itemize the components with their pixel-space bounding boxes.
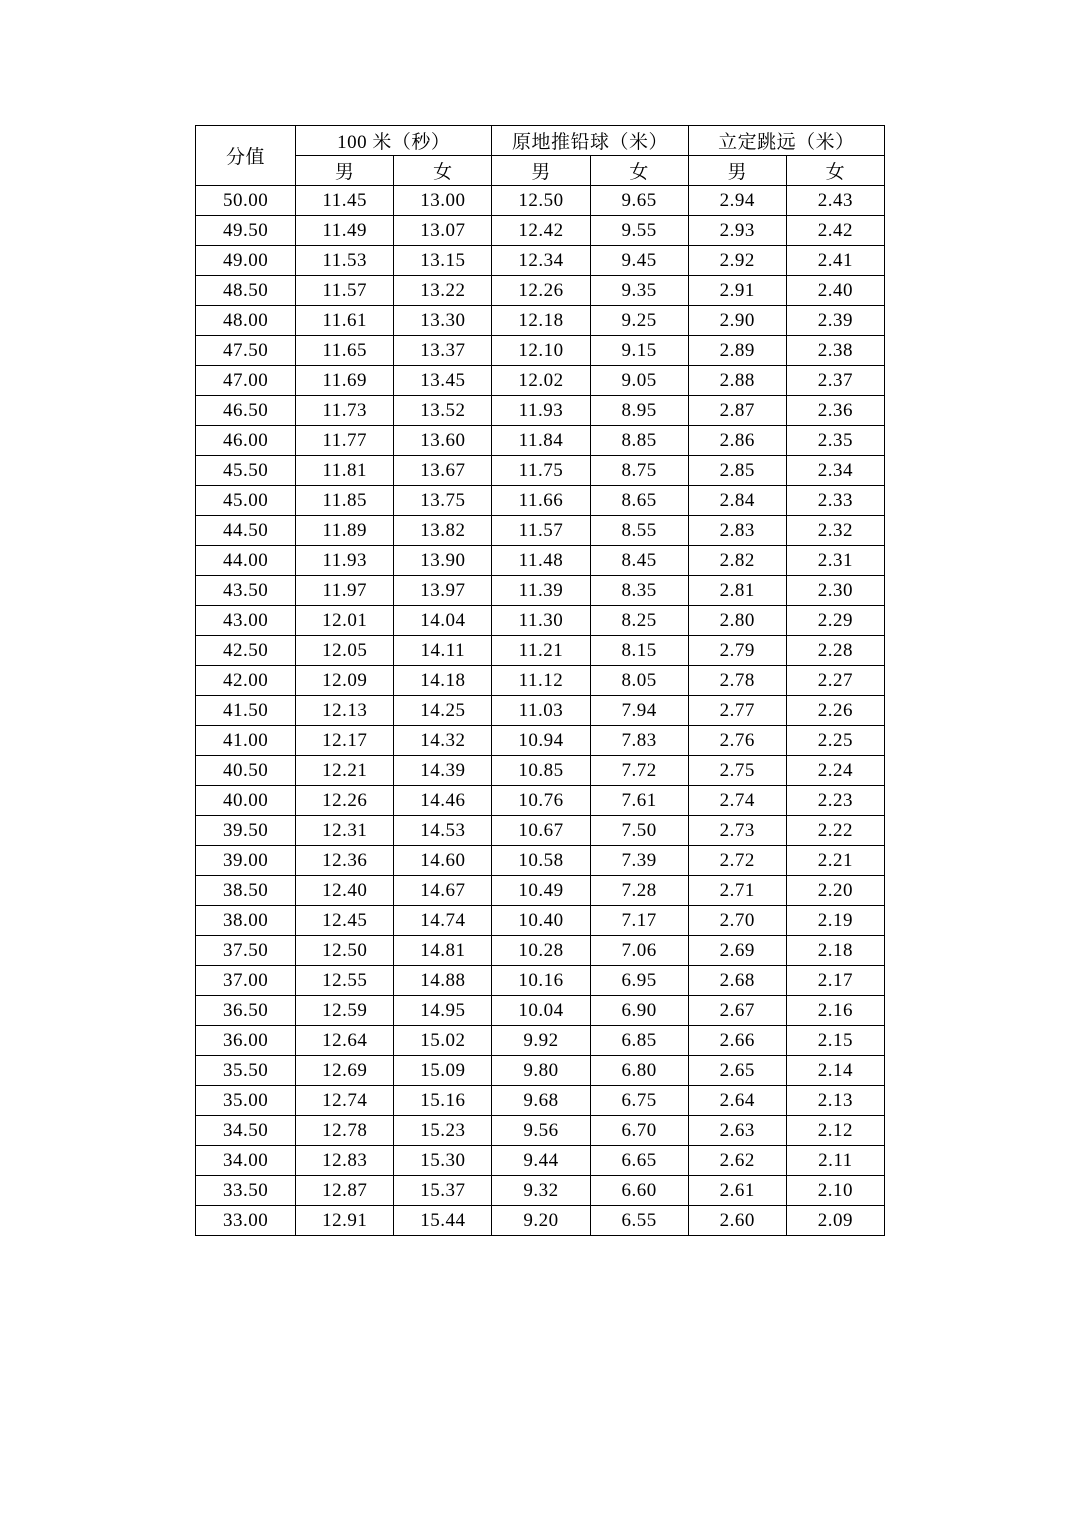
cell-value: 2.40 [786, 276, 884, 306]
cell-value: 2.71 [688, 876, 786, 906]
header-group-100m: 100 米（秒） [296, 126, 492, 156]
cell-value: 13.22 [394, 276, 492, 306]
cell-value: 2.78 [688, 666, 786, 696]
cell-score: 40.00 [196, 786, 296, 816]
cell-score: 49.50 [196, 216, 296, 246]
cell-value: 2.79 [688, 636, 786, 666]
cell-value: 14.32 [394, 726, 492, 756]
cell-value: 2.17 [786, 966, 884, 996]
cell-score: 33.50 [196, 1176, 296, 1206]
cell-value: 2.64 [688, 1086, 786, 1116]
cell-score: 43.50 [196, 576, 296, 606]
cell-value: 13.67 [394, 456, 492, 486]
cell-value: 11.85 [296, 486, 394, 516]
table-row [196, 1206, 885, 1236]
cell-value: 2.70 [688, 906, 786, 936]
cell-value: 8.65 [590, 486, 688, 516]
cell-value: 2.75 [688, 756, 786, 786]
cell-score: 46.00 [196, 426, 296, 456]
cell-value: 12.31 [296, 816, 394, 846]
cell-value: 11.77 [296, 426, 394, 456]
cell-value: 15.16 [394, 1086, 492, 1116]
cell-value: 15.30 [394, 1146, 492, 1176]
cell-value: 11.49 [296, 216, 394, 246]
cell-value: 12.18 [492, 306, 590, 336]
cell-value: 11.75 [492, 456, 590, 486]
cell-value: 12.45 [296, 906, 394, 936]
header-100m-female: 女 [394, 156, 492, 186]
cell-value: 7.17 [590, 906, 688, 936]
cell-value: 8.05 [590, 666, 688, 696]
cell-value: 10.67 [492, 816, 590, 846]
cell-value: 14.25 [394, 696, 492, 726]
table-row [196, 786, 885, 816]
cell-value: 12.64 [296, 1026, 394, 1056]
cell-value: 14.46 [394, 786, 492, 816]
cell-value: 11.81 [296, 456, 394, 486]
cell-score: 36.50 [196, 996, 296, 1026]
cell-score: 50.00 [196, 186, 296, 216]
cell-value: 11.48 [492, 546, 590, 576]
cell-value: 11.73 [296, 396, 394, 426]
cell-value: 2.82 [688, 546, 786, 576]
cell-score: 46.50 [196, 396, 296, 426]
cell-score: 36.00 [196, 1026, 296, 1056]
cell-value: 9.25 [590, 306, 688, 336]
cell-value: 6.70 [590, 1116, 688, 1146]
cell-value: 13.75 [394, 486, 492, 516]
cell-value: 7.39 [590, 846, 688, 876]
header-row-groups [196, 126, 885, 156]
cell-score: 41.00 [196, 726, 296, 756]
table-row [196, 696, 885, 726]
cell-value: 9.35 [590, 276, 688, 306]
cell-value: 9.05 [590, 366, 688, 396]
cell-value: 2.72 [688, 846, 786, 876]
table-row [196, 516, 885, 546]
table-row [196, 726, 885, 756]
table-row [196, 846, 885, 876]
cell-value: 8.45 [590, 546, 688, 576]
header-longjump-male: 男 [688, 156, 786, 186]
cell-score: 45.00 [196, 486, 296, 516]
cell-value: 12.26 [296, 786, 394, 816]
table-row [196, 486, 885, 516]
cell-value: 2.20 [786, 876, 884, 906]
cell-value: 9.92 [492, 1026, 590, 1056]
cell-value: 2.81 [688, 576, 786, 606]
cell-value: 2.27 [786, 666, 884, 696]
cell-value: 12.34 [492, 246, 590, 276]
cell-value: 2.90 [688, 306, 786, 336]
header-longjump-female: 女 [786, 156, 884, 186]
cell-value: 10.58 [492, 846, 590, 876]
cell-value: 12.01 [296, 606, 394, 636]
header-row-gender [196, 156, 885, 186]
table-row [196, 336, 885, 366]
cell-value: 8.75 [590, 456, 688, 486]
cell-value: 6.95 [590, 966, 688, 996]
cell-value: 15.44 [394, 1206, 492, 1236]
table-row [196, 756, 885, 786]
cell-value: 9.68 [492, 1086, 590, 1116]
cell-value: 2.18 [786, 936, 884, 966]
cell-value: 9.20 [492, 1206, 590, 1236]
cell-value: 13.15 [394, 246, 492, 276]
cell-value: 2.09 [786, 1206, 884, 1236]
cell-value: 10.49 [492, 876, 590, 906]
cell-value: 15.02 [394, 1026, 492, 1056]
cell-value: 6.80 [590, 1056, 688, 1086]
cell-value: 6.60 [590, 1176, 688, 1206]
table-row [196, 396, 885, 426]
cell-value: 2.15 [786, 1026, 884, 1056]
cell-value: 10.16 [492, 966, 590, 996]
cell-value: 2.31 [786, 546, 884, 576]
cell-value: 11.89 [296, 516, 394, 546]
cell-score: 42.00 [196, 666, 296, 696]
cell-value: 2.30 [786, 576, 884, 606]
table-row [196, 906, 885, 936]
cell-value: 2.69 [688, 936, 786, 966]
cell-value: 2.22 [786, 816, 884, 846]
cell-value: 8.35 [590, 576, 688, 606]
cell-score: 44.50 [196, 516, 296, 546]
table-row [196, 606, 885, 636]
cell-value: 15.23 [394, 1116, 492, 1146]
cell-value: 2.77 [688, 696, 786, 726]
cell-value: 2.13 [786, 1086, 884, 1116]
table-head [196, 126, 885, 186]
cell-score: 38.50 [196, 876, 296, 906]
cell-value: 9.32 [492, 1176, 590, 1206]
cell-value: 11.66 [492, 486, 590, 516]
cell-value: 13.97 [394, 576, 492, 606]
cell-value: 2.19 [786, 906, 884, 936]
table-row [196, 816, 885, 846]
cell-score: 48.00 [196, 306, 296, 336]
cell-score: 35.50 [196, 1056, 296, 1086]
cell-value: 9.56 [492, 1116, 590, 1146]
cell-value: 2.35 [786, 426, 884, 456]
cell-value: 2.76 [688, 726, 786, 756]
cell-value: 2.61 [688, 1176, 786, 1206]
cell-value: 7.61 [590, 786, 688, 816]
cell-value: 2.14 [786, 1056, 884, 1086]
cell-value: 14.88 [394, 966, 492, 996]
cell-value: 7.28 [590, 876, 688, 906]
cell-value: 7.83 [590, 726, 688, 756]
table-row [196, 1026, 885, 1056]
cell-score: 40.50 [196, 756, 296, 786]
cell-value: 6.85 [590, 1026, 688, 1056]
table-row [196, 1176, 885, 1206]
cell-score: 48.50 [196, 276, 296, 306]
cell-value: 12.36 [296, 846, 394, 876]
cell-value: 2.37 [786, 366, 884, 396]
cell-value: 2.65 [688, 1056, 786, 1086]
header-score: 分值 [196, 126, 296, 186]
cell-value: 13.52 [394, 396, 492, 426]
cell-value: 2.36 [786, 396, 884, 426]
cell-value: 9.80 [492, 1056, 590, 1086]
cell-value: 2.89 [688, 336, 786, 366]
cell-score: 45.50 [196, 456, 296, 486]
cell-value: 11.97 [296, 576, 394, 606]
cell-value: 10.94 [492, 726, 590, 756]
cell-value: 14.39 [394, 756, 492, 786]
table-row [196, 306, 885, 336]
cell-value: 9.65 [590, 186, 688, 216]
cell-score: 42.50 [196, 636, 296, 666]
cell-value: 11.12 [492, 666, 590, 696]
cell-value: 11.45 [296, 186, 394, 216]
cell-score: 39.50 [196, 816, 296, 846]
cell-value: 10.76 [492, 786, 590, 816]
table-row [196, 216, 885, 246]
cell-value: 14.67 [394, 876, 492, 906]
cell-value: 11.21 [492, 636, 590, 666]
cell-value: 14.18 [394, 666, 492, 696]
cell-value: 2.38 [786, 336, 884, 366]
cell-value: 12.87 [296, 1176, 394, 1206]
table-row [196, 1116, 885, 1146]
cell-value: 11.53 [296, 246, 394, 276]
cell-value: 2.87 [688, 396, 786, 426]
cell-value: 11.65 [296, 336, 394, 366]
cell-value: 2.26 [786, 696, 884, 726]
cell-value: 2.92 [688, 246, 786, 276]
cell-value: 2.63 [688, 1116, 786, 1146]
table-row [196, 276, 885, 306]
cell-value: 2.83 [688, 516, 786, 546]
table-row [196, 546, 885, 576]
header-group-longjump: 立定跳远（米） [688, 126, 884, 156]
cell-score: 44.00 [196, 546, 296, 576]
cell-value: 8.55 [590, 516, 688, 546]
header-100m-male: 男 [296, 156, 394, 186]
cell-value: 2.33 [786, 486, 884, 516]
cell-value: 8.15 [590, 636, 688, 666]
table-row [196, 1086, 885, 1116]
cell-value: 11.84 [492, 426, 590, 456]
cell-value: 12.91 [296, 1206, 394, 1236]
cell-value: 2.41 [786, 246, 884, 276]
cell-score: 34.50 [196, 1116, 296, 1146]
cell-value: 11.93 [492, 396, 590, 426]
cell-value: 13.07 [394, 216, 492, 246]
cell-score: 37.50 [196, 936, 296, 966]
cell-score: 38.00 [196, 906, 296, 936]
table-row [196, 426, 885, 456]
cell-value: 2.62 [688, 1146, 786, 1176]
cell-value: 2.16 [786, 996, 884, 1026]
cell-value: 2.21 [786, 846, 884, 876]
cell-value: 6.55 [590, 1206, 688, 1236]
cell-value: 13.30 [394, 306, 492, 336]
cell-value: 12.69 [296, 1056, 394, 1086]
cell-value: 13.45 [394, 366, 492, 396]
cell-value: 12.42 [492, 216, 590, 246]
cell-value: 2.80 [688, 606, 786, 636]
cell-value: 2.23 [786, 786, 884, 816]
cell-value: 12.50 [296, 936, 394, 966]
cell-value: 12.55 [296, 966, 394, 996]
cell-score: 43.00 [196, 606, 296, 636]
cell-value: 10.40 [492, 906, 590, 936]
cell-score: 49.00 [196, 246, 296, 276]
cell-value: 11.93 [296, 546, 394, 576]
cell-value: 12.17 [296, 726, 394, 756]
cell-value: 12.05 [296, 636, 394, 666]
cell-score: 35.00 [196, 1086, 296, 1116]
cell-value: 2.12 [786, 1116, 884, 1146]
table-row [196, 456, 885, 486]
cell-value: 2.73 [688, 816, 786, 846]
cell-value: 2.29 [786, 606, 884, 636]
cell-value: 15.37 [394, 1176, 492, 1206]
cell-score: 47.50 [196, 336, 296, 366]
cell-value: 14.74 [394, 906, 492, 936]
cell-value: 2.74 [688, 786, 786, 816]
table-row [196, 1056, 885, 1086]
cell-value: 2.93 [688, 216, 786, 246]
cell-value: 10.28 [492, 936, 590, 966]
score-conversion-table [195, 125, 885, 1236]
cell-value: 8.95 [590, 396, 688, 426]
header-shotput-female: 女 [590, 156, 688, 186]
cell-value: 14.95 [394, 996, 492, 1026]
cell-score: 33.00 [196, 1206, 296, 1236]
cell-value: 7.72 [590, 756, 688, 786]
cell-value: 14.11 [394, 636, 492, 666]
cell-value: 12.09 [296, 666, 394, 696]
cell-value: 2.42 [786, 216, 884, 246]
cell-value: 12.59 [296, 996, 394, 1026]
cell-value: 11.39 [492, 576, 590, 606]
cell-value: 11.57 [492, 516, 590, 546]
cell-value: 12.50 [492, 186, 590, 216]
cell-value: 2.86 [688, 426, 786, 456]
cell-value: 13.90 [394, 546, 492, 576]
cell-value: 14.60 [394, 846, 492, 876]
table-row [196, 186, 885, 216]
cell-value: 2.39 [786, 306, 884, 336]
cell-value: 2.28 [786, 636, 884, 666]
cell-value: 11.30 [492, 606, 590, 636]
cell-value: 12.40 [296, 876, 394, 906]
cell-value: 12.21 [296, 756, 394, 786]
table-row [196, 366, 885, 396]
table-row [196, 636, 885, 666]
cell-value: 13.37 [394, 336, 492, 366]
cell-value: 2.25 [786, 726, 884, 756]
cell-value: 14.81 [394, 936, 492, 966]
cell-value: 2.34 [786, 456, 884, 486]
table-row [196, 936, 885, 966]
cell-value: 2.32 [786, 516, 884, 546]
cell-value: 9.44 [492, 1146, 590, 1176]
cell-value: 2.66 [688, 1026, 786, 1056]
cell-value: 12.02 [492, 366, 590, 396]
cell-score: 34.00 [196, 1146, 296, 1176]
cell-value: 6.65 [590, 1146, 688, 1176]
cell-value: 2.11 [786, 1146, 884, 1176]
cell-value: 2.43 [786, 186, 884, 216]
cell-value: 12.10 [492, 336, 590, 366]
cell-value: 6.75 [590, 1086, 688, 1116]
header-shotput-male: 男 [492, 156, 590, 186]
cell-value: 11.57 [296, 276, 394, 306]
header-group-shotput: 原地推铅球（米） [492, 126, 688, 156]
cell-value: 2.94 [688, 186, 786, 216]
cell-score: 47.00 [196, 366, 296, 396]
cell-value: 2.10 [786, 1176, 884, 1206]
table-row [196, 576, 885, 606]
cell-value: 2.84 [688, 486, 786, 516]
cell-value: 11.03 [492, 696, 590, 726]
cell-value: 6.90 [590, 996, 688, 1026]
table-body [196, 186, 885, 1236]
cell-value: 2.60 [688, 1206, 786, 1236]
cell-value: 2.67 [688, 996, 786, 1026]
cell-value: 7.06 [590, 936, 688, 966]
cell-value: 9.55 [590, 216, 688, 246]
cell-value: 13.00 [394, 186, 492, 216]
cell-value: 11.69 [296, 366, 394, 396]
cell-value: 14.53 [394, 816, 492, 846]
cell-value: 14.04 [394, 606, 492, 636]
table-row [196, 876, 885, 906]
cell-value: 12.13 [296, 696, 394, 726]
table-row [196, 1146, 885, 1176]
cell-value: 13.60 [394, 426, 492, 456]
cell-value: 15.09 [394, 1056, 492, 1086]
cell-value: 12.74 [296, 1086, 394, 1116]
cell-value: 2.88 [688, 366, 786, 396]
cell-value: 9.15 [590, 336, 688, 366]
cell-value: 7.94 [590, 696, 688, 726]
cell-value: 7.50 [590, 816, 688, 846]
cell-value: 13.82 [394, 516, 492, 546]
cell-value: 12.26 [492, 276, 590, 306]
cell-value: 2.24 [786, 756, 884, 786]
cell-value: 12.78 [296, 1116, 394, 1146]
cell-value: 2.68 [688, 966, 786, 996]
cell-value: 10.04 [492, 996, 590, 1026]
cell-value: 8.25 [590, 606, 688, 636]
cell-value: 2.85 [688, 456, 786, 486]
table-row [196, 666, 885, 696]
cell-value: 10.85 [492, 756, 590, 786]
cell-value: 12.83 [296, 1146, 394, 1176]
cell-value: 2.91 [688, 276, 786, 306]
cell-value: 11.61 [296, 306, 394, 336]
table-row [196, 966, 885, 996]
cell-score: 37.00 [196, 966, 296, 996]
table-row [196, 996, 885, 1026]
cell-value: 9.45 [590, 246, 688, 276]
cell-value: 8.85 [590, 426, 688, 456]
cell-score: 39.00 [196, 846, 296, 876]
cell-score: 41.50 [196, 696, 296, 726]
table-row [196, 246, 885, 276]
